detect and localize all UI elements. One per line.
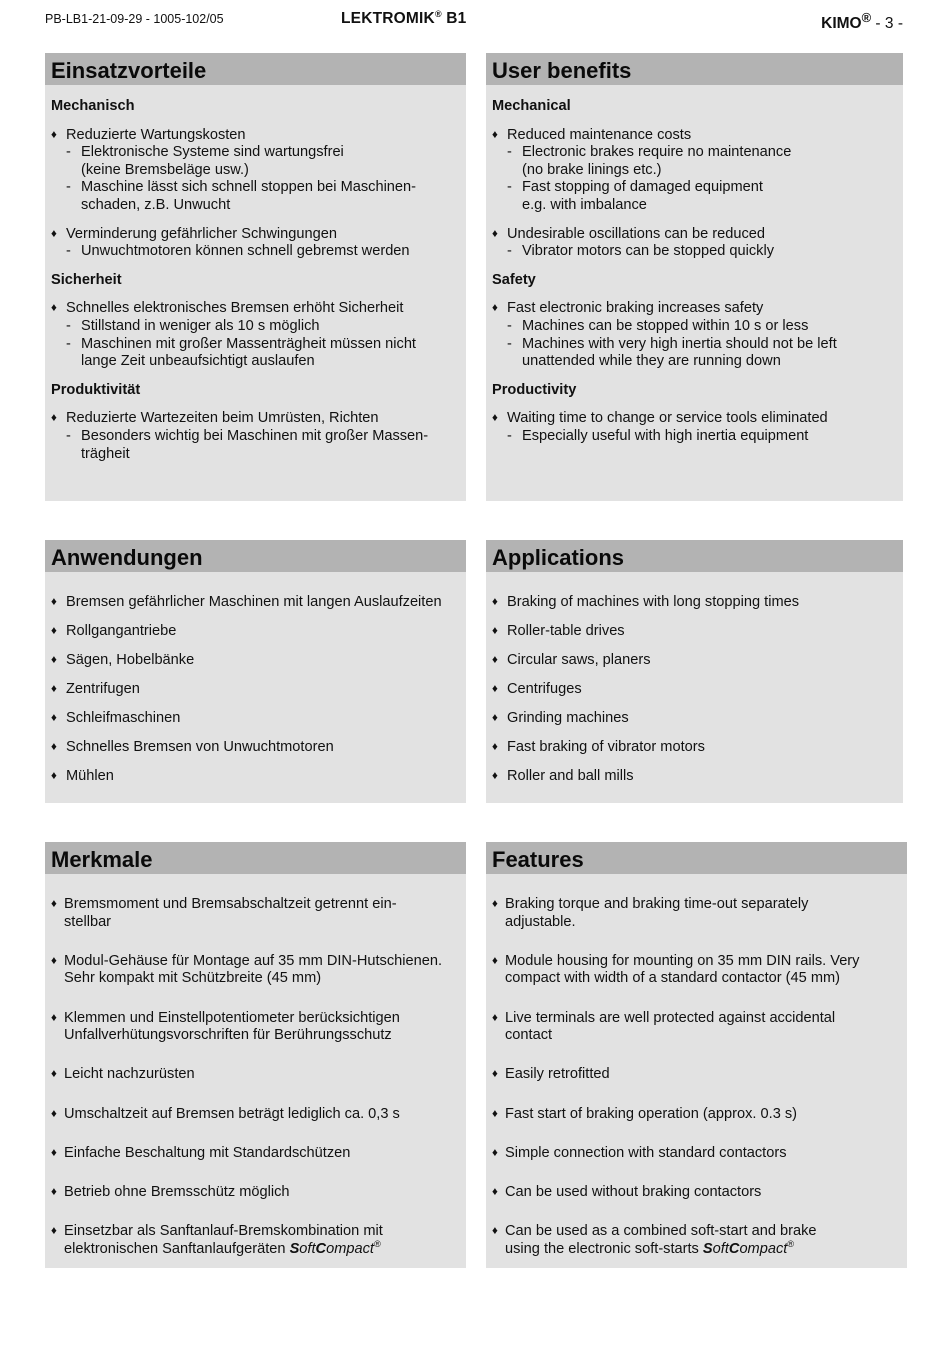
registered-mark: ® <box>787 1238 794 1249</box>
section-heading: Mechanical <box>492 98 571 114</box>
application-item: ♦ Roller and ball mills <box>492 768 897 786</box>
feature-item <box>51 896 460 931</box>
benefit-detail: trägheit <box>81 445 130 462</box>
benefit-item <box>51 410 460 463</box>
feature-line: ♦ Can be used as a combined soft-start and brake <box>505 1223 817 1240</box>
benefit-detail: - Besonders wichtig bei Maschinen mit großer Massen- <box>51 428 460 446</box>
application-item: ♦ Circular saws, planers <box>492 652 897 670</box>
benefit-text: ♦ Verminderung gefährlicher Schwingungen <box>51 226 460 244</box>
panel-title: Applications <box>486 540 903 572</box>
feature-line: ♦ Einfache Beschaltung mit Standardschützen <box>64 1144 351 1161</box>
benefit-item <box>51 127 460 215</box>
feature-item <box>51 1145 460 1163</box>
feature-line: ♦ Module housing for mounting on 35 mm DIN rails. Very <box>505 952 860 969</box>
application-item: ♦ Roller-table drives <box>492 623 897 641</box>
features-de-panel <box>45 842 466 1268</box>
panel-title: Features <box>486 842 907 874</box>
feature-line: Sehr kompakt mit Schützbreite (45 mm) <box>64 970 322 987</box>
softcompact-logo <box>702 1238 794 1257</box>
softcompact-s: S <box>702 1240 713 1257</box>
product-name-text: LEKTROMIK <box>341 10 435 27</box>
softcompact-s: S <box>289 1240 300 1257</box>
feature-line: ♦ Live terminals are well protected against accidental <box>505 1009 836 1026</box>
application-item: ♦ Zentrifugen <box>51 681 460 699</box>
feature-line: ♦ Modul-Gehäuse für Montage auf 35 mm DIN-Hutschienen. <box>64 952 442 969</box>
benefit-detail: - Electronic brakes require no maintenance <box>492 144 897 162</box>
benefit-detail: - Maschinen mit großer Massenträgheit müssen nicht <box>51 336 460 354</box>
softcompact-c: C <box>728 1240 740 1257</box>
section-heading: Productivity <box>492 381 577 398</box>
benefit-detail: e.g. with imbalance <box>522 196 647 213</box>
page-header <box>45 8 903 33</box>
softcompact-logo <box>289 1238 381 1257</box>
feature-line: ♦ Braking torque and braking time-out separately <box>505 896 809 912</box>
feature-item <box>51 953 460 988</box>
feature-line: ♦ Fast start of braking operation (approx. 0.3 s) <box>505 1105 798 1122</box>
application-item: ♦ Schleifmaschinen <box>51 710 460 728</box>
features-en-panel <box>486 842 907 1268</box>
benefit-detail: - Elektronische Systeme sind wartungsfrei <box>51 144 460 162</box>
feature-item <box>492 1223 901 1258</box>
document-reference: PB-LB1-21-09-29 - 1005-102/05 <box>45 12 224 26</box>
benefit-text: ♦ Waiting time to change or service tools eliminated <box>492 410 897 428</box>
benefit-text: ♦ Schnelles elektronisches Bremsen erhöht Sicherheit <box>51 300 460 318</box>
applications-de-body <box>45 572 466 786</box>
application-item: ♦ Sägen, Hobelbänke <box>51 652 460 670</box>
benefits-de-panel <box>45 53 466 501</box>
benefits-en-panel <box>486 53 903 501</box>
application-item: ♦ Braking of machines with long stopping times <box>492 594 897 612</box>
panel-title: Anwendungen <box>45 540 466 572</box>
application-item: ♦ Schnelles Bremsen von Unwuchtmotoren <box>51 739 460 757</box>
feature-line: ♦ Umschaltzeit auf Bremsen beträgt lediglich ca. 0,3 s <box>64 1105 400 1122</box>
benefit-item <box>492 300 897 370</box>
registered-mark: ® <box>373 1238 381 1249</box>
benefit-detail: (keine Bremsbeläge usw.) <box>81 161 249 178</box>
registered-mark: ® <box>861 10 872 25</box>
feature-item <box>492 1145 901 1163</box>
application-item: ♦ Centrifuges <box>492 681 897 699</box>
application-item: ♦ Grinding machines <box>492 710 897 728</box>
benefit-detail: unattended while they are running down <box>522 353 781 370</box>
softcompact-ompact: ompact <box>326 1240 374 1257</box>
feature-line: using the electronic soft-starts <box>505 1240 703 1257</box>
benefit-detail: (no brake linings etc.) <box>522 161 662 178</box>
features-de-body <box>45 874 466 1258</box>
feature-line: ♦ Betrieb ohne Bremsschütz möglich <box>64 1183 290 1200</box>
feature-line: ♦ Bremsmoment und Bremsabschaltzeit getrennt ein- <box>64 896 397 912</box>
benefit-item <box>51 226 460 261</box>
section-heading: Mechanisch <box>51 98 135 114</box>
benefit-detail: - Vibrator motors can be stopped quickly <box>492 243 897 261</box>
section-heading: Produktivität <box>51 381 141 398</box>
feature-line: Unfallverhütungsvorschriften für Berührungsschutz <box>64 1027 392 1044</box>
features-en-body <box>486 874 907 1258</box>
feature-line: ♦ Einsetzbar als Sanftanlauf-Bremskombination mit <box>64 1223 383 1240</box>
feature-line: ♦ Simple connection with standard contactors <box>505 1144 787 1161</box>
page-number: - 3 - <box>871 15 903 33</box>
applications-en-body <box>486 572 903 786</box>
benefit-detail: - Unwuchtmotoren können schnell gebremst werden <box>51 243 460 261</box>
feature-item <box>492 1184 901 1202</box>
benefit-detail: - Stillstand in weniger als 10 s möglich <box>51 318 460 336</box>
panel-title: Merkmale <box>45 842 466 874</box>
feature-item <box>51 1066 460 1084</box>
feature-line: ♦ Can be used without braking contactors <box>505 1183 762 1200</box>
feature-line-wrap <box>505 1238 901 1259</box>
benefit-text: ♦ Reduced maintenance costs <box>492 127 897 145</box>
feature-line: contact <box>505 1027 553 1044</box>
feature-item <box>492 1066 901 1084</box>
benefit-item <box>492 226 897 261</box>
registered-mark: ® <box>434 8 442 19</box>
benefit-text: ♦ Undesirable oscillations can be reduced <box>492 226 897 244</box>
brand-and-page <box>821 10 903 33</box>
feature-item <box>492 896 901 931</box>
application-item: ♦ Mühlen <box>51 768 460 786</box>
feature-item <box>492 1106 901 1124</box>
product-name <box>341 10 467 28</box>
softcompact-c: C <box>315 1240 327 1257</box>
feature-item <box>51 1010 460 1045</box>
benefit-detail: - Machines with very high inertia should not be left <box>492 336 897 354</box>
section-heading: Sicherheit <box>51 271 122 288</box>
feature-item <box>51 1106 460 1124</box>
application-item: ♦ Bremsen gefährlicher Maschinen mit langen Auslaufzeiten <box>51 594 460 612</box>
benefit-item <box>492 410 897 445</box>
feature-line: ♦ Klemmen und Einstellpotentiometer berücksichtigen <box>64 1009 400 1026</box>
benefit-detail: lange Zeit unbeaufsichtigt auslaufen <box>81 353 315 370</box>
softcompact-oft: oft <box>299 1240 316 1257</box>
product-model: B1 <box>441 10 467 27</box>
feature-line: stellbar <box>64 913 112 930</box>
benefits-en-body <box>486 85 903 446</box>
section-heading: Safety <box>492 271 536 288</box>
panel-title: Einsatzvorteile <box>45 53 466 85</box>
applications-en-panel <box>486 540 903 803</box>
softcompact-ompact: ompact <box>739 1240 788 1257</box>
benefit-detail: - Machines can be stopped within 10 s or less <box>492 318 897 336</box>
feature-item <box>51 1223 460 1258</box>
feature-line: elektronischen Sanftanlaufgeräten <box>64 1240 290 1257</box>
benefit-detail: - Especially useful with high inertia equipment <box>492 428 897 446</box>
feature-line: adjustable. <box>505 913 576 930</box>
feature-item <box>492 953 901 988</box>
feature-line: ♦ Easily retrofitted <box>505 1066 610 1083</box>
benefit-detail: - Maschine lässt sich schnell stoppen bei Maschinen- <box>51 179 460 197</box>
brand-name: KIMO <box>821 15 862 33</box>
feature-line: compact with width of a standard contactor (45 mm) <box>505 970 840 987</box>
benefit-text: ♦ Fast electronic braking increases safety <box>492 300 897 318</box>
benefits-de-body <box>45 85 466 463</box>
application-item: ♦ Fast braking of vibrator motors <box>492 739 897 757</box>
benefit-detail: - Fast stopping of damaged equipment <box>492 179 897 197</box>
benefit-item <box>492 127 897 215</box>
softcompact-oft: oft <box>712 1240 729 1257</box>
application-item: ♦ Rollgangantriebe <box>51 623 460 641</box>
benefit-item <box>51 300 460 370</box>
feature-line-wrap <box>64 1238 460 1259</box>
benefit-detail: schaden, z.B. Unwucht <box>81 196 231 213</box>
feature-line: ♦ Leicht nachzurüsten <box>64 1066 195 1083</box>
panel-title: User benefits <box>486 53 903 85</box>
applications-de-panel <box>45 540 466 803</box>
feature-item <box>51 1184 460 1202</box>
feature-item <box>492 1010 901 1045</box>
benefit-text: ♦ Reduzierte Wartezeiten beim Umrüsten, Richten <box>51 410 460 428</box>
benefit-text: ♦ Reduzierte Wartungskosten <box>51 127 460 145</box>
